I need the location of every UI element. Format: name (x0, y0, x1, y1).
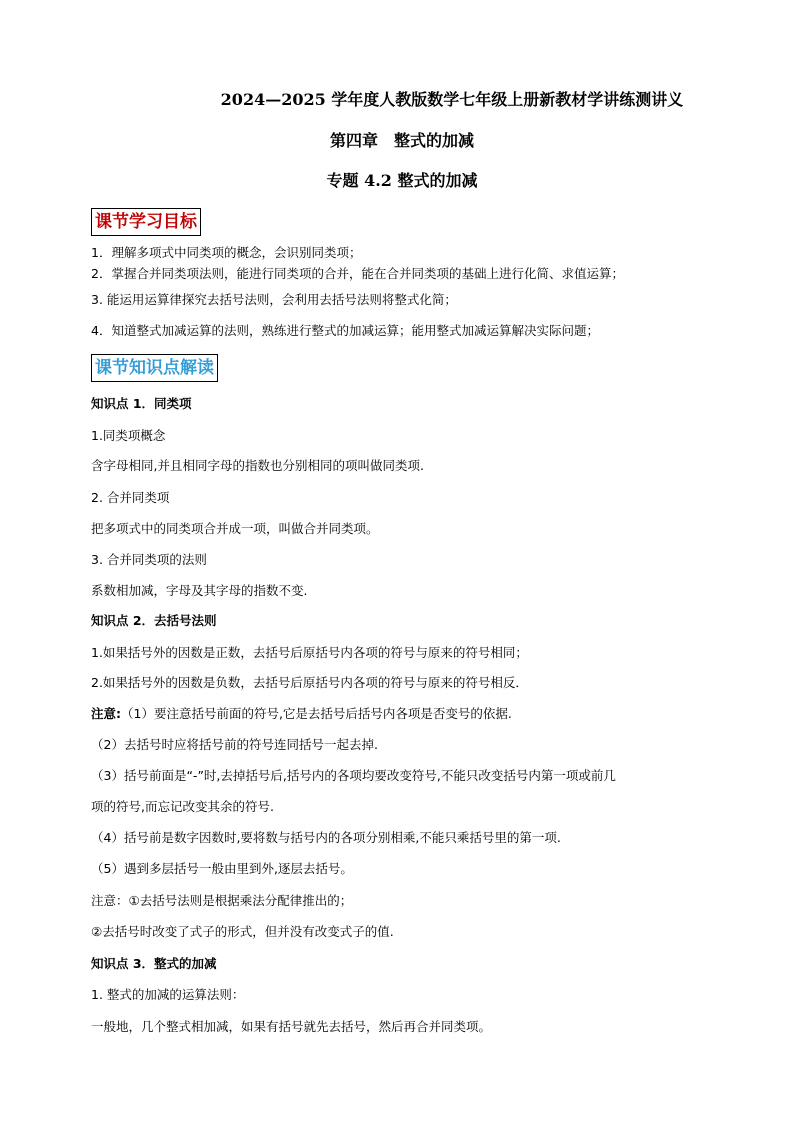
knowledge-points-heading: 课节知识点解读 (91, 354, 218, 382)
kp1-title: 知识点 1．同类项 (91, 396, 192, 411)
kp3-title: 知识点 3．整式的加减 (91, 956, 217, 971)
kp2-note-label: 注意: (91, 706, 121, 721)
kp2-caution-2: ②去括号时改变了式子的形式，但并没有改变式子的值. (91, 924, 394, 939)
kp2-rule1: 1.如果括号外的因数是正数，去括号后原括号内各项的符号与原来的符号相同； (91, 645, 528, 660)
kp1-text2: 把多项式中的同类项合并成一项，叫做合并同类项。 (91, 521, 379, 536)
kp2-caution-1: 注意：①去括号法则是根据乘法分配律推出的； (91, 893, 353, 908)
chapter-title: 第四章 整式的加减 (329, 131, 474, 150)
kp1-sub1: 1.同类项概念 (91, 428, 166, 443)
kp3-text1: 一般地，几个整式相加减，如果有括号就先去括号，然后再合并同类项。 (91, 1019, 492, 1034)
kp2-note-1 (91, 706, 512, 722)
kp2-note-4: （4）括号前是数字因数时,要将数与括号内的各项分别相乘,不能只乘括号里的第一项. (91, 830, 561, 845)
kp2-note-1-text: （1）要注意括号前面的符号,它是去括号后括号内各项是否变号的依据. (121, 706, 512, 721)
kp1-text3: 系数相加减，字母及其字母的指数不变. (91, 583, 308, 598)
goal-item-1: 1．理解多项式中同类项的概念，会识别同类项； (91, 245, 362, 260)
kp2-note-3b: 项的符号,而忘记改变其余的符号. (91, 799, 274, 814)
kp2-note-5: （5）遇到多层括号一般由里到外,逐层去括号。 (91, 861, 353, 876)
kp2-rule2: 2.如果括号外的因数是负数，去括号后原括号内各项的符号与原来的符号相反． (91, 675, 528, 690)
learning-goals-heading: 课节学习目标 (91, 208, 201, 236)
kp1-sub3: 3. 合并同类项的法则 (91, 552, 207, 567)
document-title: 2024—2025 学年度人教版数学七年级上册新教材学讲练测讲义 (220, 90, 684, 109)
goal-item-3: 3. 能运用运算律探究去括号法则，会利用去括号法则将整式化简； (91, 292, 457, 307)
kp1-text1: 含字母相同,并且相同字母的指数也分别相同的项叫做同类项. (91, 458, 424, 473)
goal-item-2: 2．掌握合并同类项法则，能进行同类项的合并，能在合并同类项的基础上进行化简、求值运算； (91, 266, 624, 281)
kp3-sub1: 1. 整式的加减的运算法则： (91, 987, 245, 1002)
kp2-title: 知识点 2．去括号法则 (91, 613, 217, 628)
kp2-note-3a: （3）括号前面是“-”时,去掉括号后,括号内的各项均要改变符号,不能只改变括号内第一项或前几 (91, 768, 616, 783)
goal-item-4: 4．知道整式加减运算的法则，熟练进行整式的加减运算；能用整式加减运算解决实际问题； (91, 323, 599, 338)
kp2-note-2: （2）去括号时应将括号前的符号连同括号一起去掉. (91, 737, 378, 752)
kp1-sub2: 2. 合并同类项 (91, 490, 170, 505)
topic-title: 专题 4.2 整式的加减 (326, 171, 478, 190)
